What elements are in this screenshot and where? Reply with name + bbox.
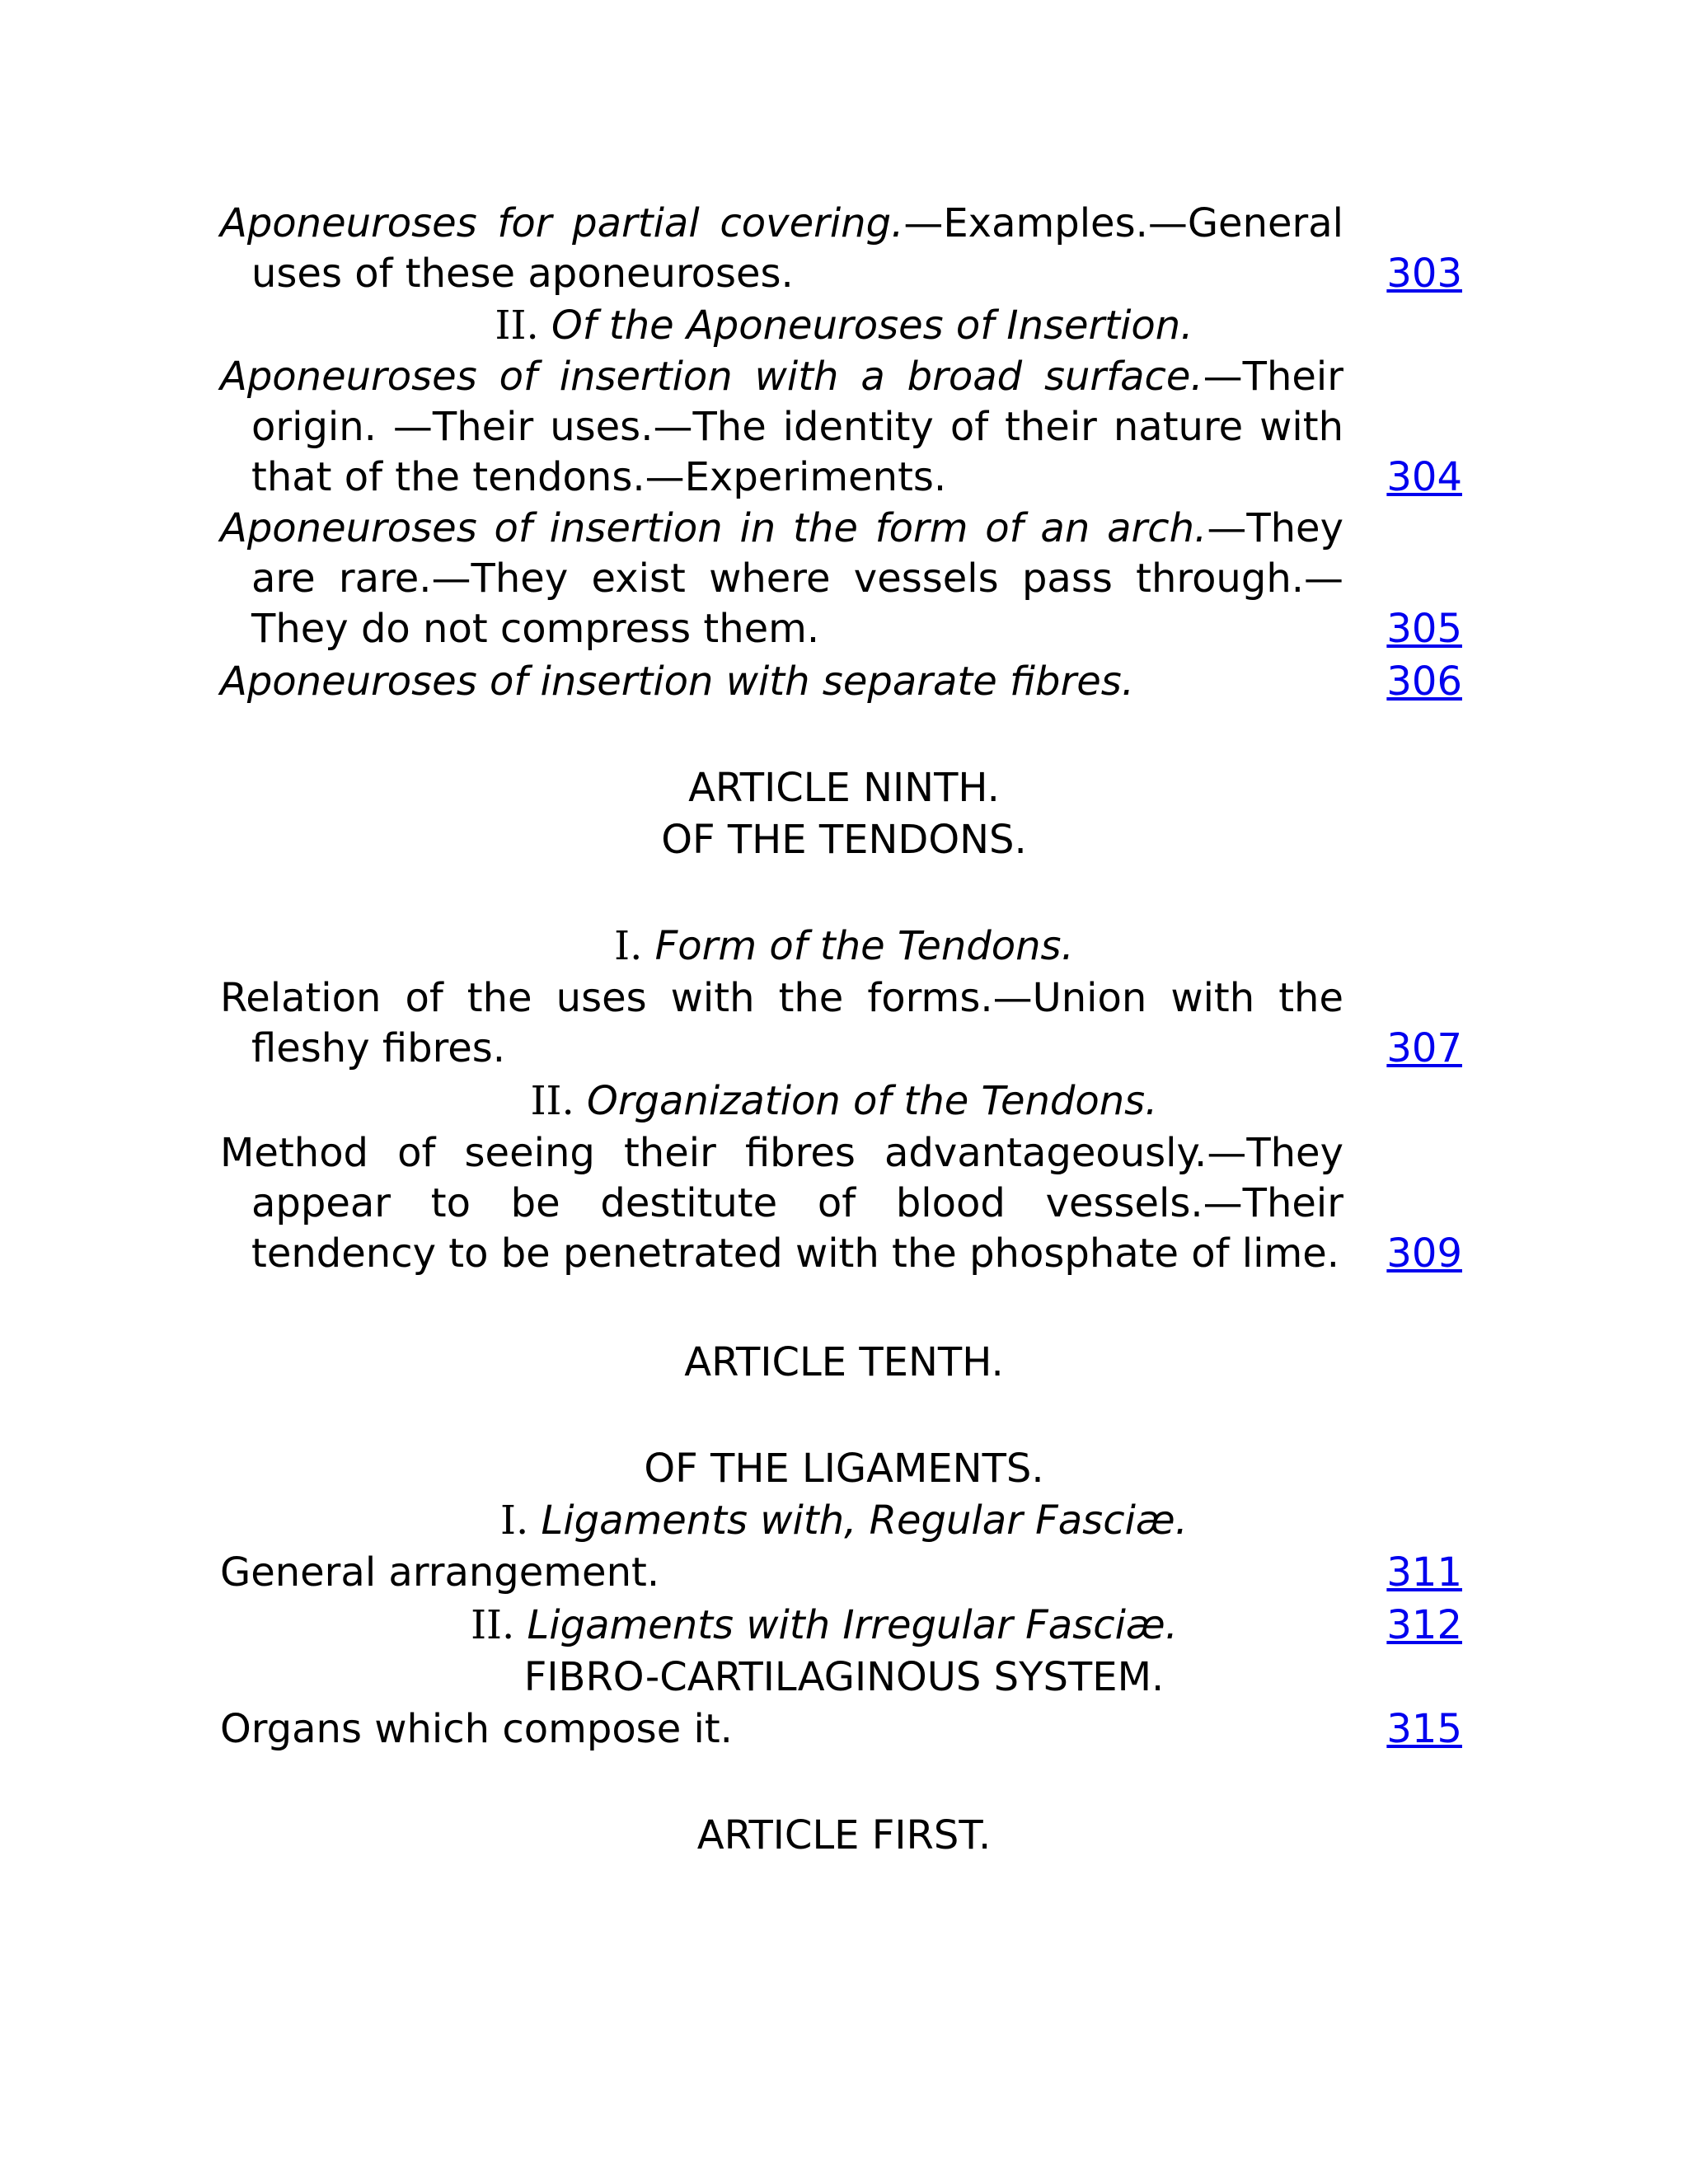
- toc-entry-text: General arrangement.: [220, 1549, 660, 1596]
- toc-entry-text: [220, 504, 1343, 654]
- toc-entry-text: Organs which compose it.: [220, 1706, 733, 1752]
- toc-entry-rest: —Examples.—General uses of these aponeuroses.: [251, 200, 1343, 297]
- section-heading-form: [0, 921, 1688, 972]
- page-link-309[interactable]: 309: [1386, 1230, 1462, 1277]
- fibro-cartilaginous-heading: FIBRO-CARTILAGINOUS SYSTEM.: [523, 1654, 1165, 1700]
- page-link-315[interactable]: 315: [1386, 1706, 1462, 1752]
- toc-entry-rest: —They are rare.—They exist where vessels pass through.—They do not compress them.: [251, 505, 1343, 652]
- toc-entry: [220, 1128, 1462, 1279]
- toc-entry-italic: Aponeuroses of insertion with separate fibres.: [220, 658, 1134, 705]
- section-number: II.: [530, 1078, 574, 1124]
- page-link-312[interactable]: 312: [1386, 1602, 1462, 1648]
- toc-entry: [220, 1548, 1462, 1598]
- section-number: I.: [614, 923, 643, 969]
- section-number: I.: [500, 1497, 529, 1544]
- page-link-304[interactable]: 304: [1386, 454, 1462, 500]
- toc-entry-rest: —Their origin. —Their uses.—The identity of their nature with that of the tendons.—Experiments.: [251, 354, 1343, 500]
- toc-entry-italic: Aponeuroses for partial covering.: [220, 200, 904, 246]
- article-ninth-label: ARTICLE NINTH.: [688, 765, 1000, 811]
- toc-entry-text: [220, 352, 1343, 503]
- section-title: Ligaments with Irregular Fasciæ.: [527, 1602, 1178, 1648]
- toc-entry-text: Method of seeing their fibres advantageously.—They appear to be destitute of blood vessels.—Their tendency to be penetrated with the phosphate of lime.: [220, 1130, 1343, 1277]
- toc-entry: [220, 199, 1462, 299]
- section-title: Ligaments with, Regular Fasciæ.: [541, 1497, 1188, 1544]
- section-heading-regular: [0, 1496, 1688, 1546]
- article-tenth-title: OF THE LIGAMENTS.: [644, 1446, 1044, 1492]
- section-heading-organization: [0, 1076, 1688, 1127]
- toc-entry: [220, 352, 1462, 503]
- section-number: II.: [495, 302, 539, 349]
- toc-entry-text: [220, 657, 1343, 707]
- page-link-303[interactable]: 303: [1386, 251, 1462, 297]
- section-title: Organization of the Tendons.: [587, 1078, 1158, 1124]
- page-link-307[interactable]: 307: [1386, 1025, 1462, 1071]
- article-first-label: ARTICLE FIRST.: [696, 1812, 992, 1858]
- article-tenth-label: ARTICLE TENTH.: [684, 1339, 1004, 1385]
- page-link-311[interactable]: 311: [1386, 1549, 1462, 1596]
- page-link-306[interactable]: 306: [1386, 658, 1462, 705]
- toc-entry-italic: Aponeuroses of insertion in the form of an arch.: [220, 505, 1207, 551]
- section-title: Of the Aponeuroses of Insertion.: [551, 302, 1193, 349]
- article-ninth-title: OF THE TENDONS.: [661, 817, 1027, 863]
- section-title: Form of the Tendons.: [654, 923, 1074, 969]
- toc-entry-text: Relation of the uses with the forms.—Union with the fleshy fibres.: [220, 975, 1343, 1071]
- page-link-305[interactable]: 305: [1386, 606, 1462, 652]
- toc-entry: [220, 1601, 1462, 1651]
- toc-entry: [220, 504, 1462, 654]
- toc-entry: [220, 1704, 1462, 1755]
- section-number: II.: [471, 1602, 515, 1648]
- section-heading-insertion: [0, 301, 1688, 351]
- toc-entry-text: [220, 199, 1343, 299]
- toc-entry-italic: Aponeuroses of insertion with a broad surface.: [220, 354, 1203, 400]
- toc-entry: [220, 973, 1462, 1074]
- toc-entry: [220, 657, 1462, 707]
